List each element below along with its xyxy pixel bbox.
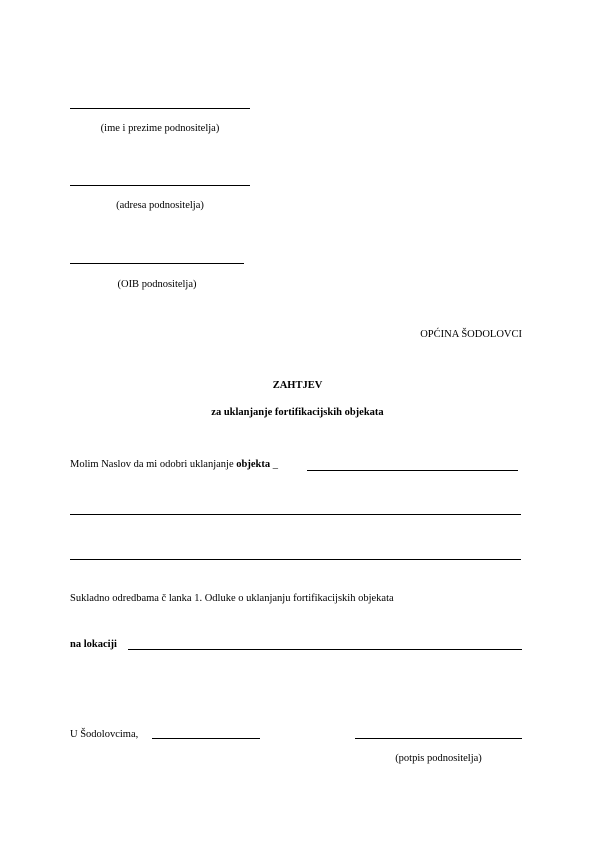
signature-caption: (potpis podnositelja)	[395, 753, 482, 764]
applicant-oib-line[interactable]	[70, 263, 244, 264]
date-line[interactable]	[152, 738, 260, 739]
place-label: U Šodolovcima,	[70, 729, 139, 740]
request-text-object: objekta	[236, 459, 271, 470]
legal-basis-text: Sukladno odredbama č lanka 1. Odluke o uklanjanju fortifikacijskih objekata	[70, 593, 394, 604]
applicant-oib-caption: (OIB podnositelja)	[117, 279, 197, 290]
applicant-name-line[interactable]	[70, 108, 250, 109]
location-line[interactable]	[128, 649, 522, 650]
applicant-address-caption: (adresa podnositelja)	[116, 200, 204, 211]
recipient-name: OPĆINA ŠODOLOVCI	[420, 329, 522, 340]
request-description-line-1[interactable]	[70, 514, 521, 515]
request-text-suffix: _	[270, 459, 278, 470]
document-title: ZAHTJEV	[272, 380, 323, 391]
signature-line[interactable]	[355, 738, 522, 739]
applicant-address-line[interactable]	[70, 185, 250, 186]
request-description-line-2[interactable]	[70, 559, 521, 560]
applicant-name-caption: (ime i prezime podnositelja)	[100, 123, 220, 134]
location-label: na lokaciji	[70, 639, 117, 650]
request-text-prefix: Molim Naslov da mi odobri uklanjanje	[70, 459, 237, 470]
document-subtitle: za uklanjanje fortifikacijskih objekata	[211, 407, 384, 418]
request-object-line[interactable]	[307, 470, 518, 471]
request-text	[70, 459, 278, 470]
